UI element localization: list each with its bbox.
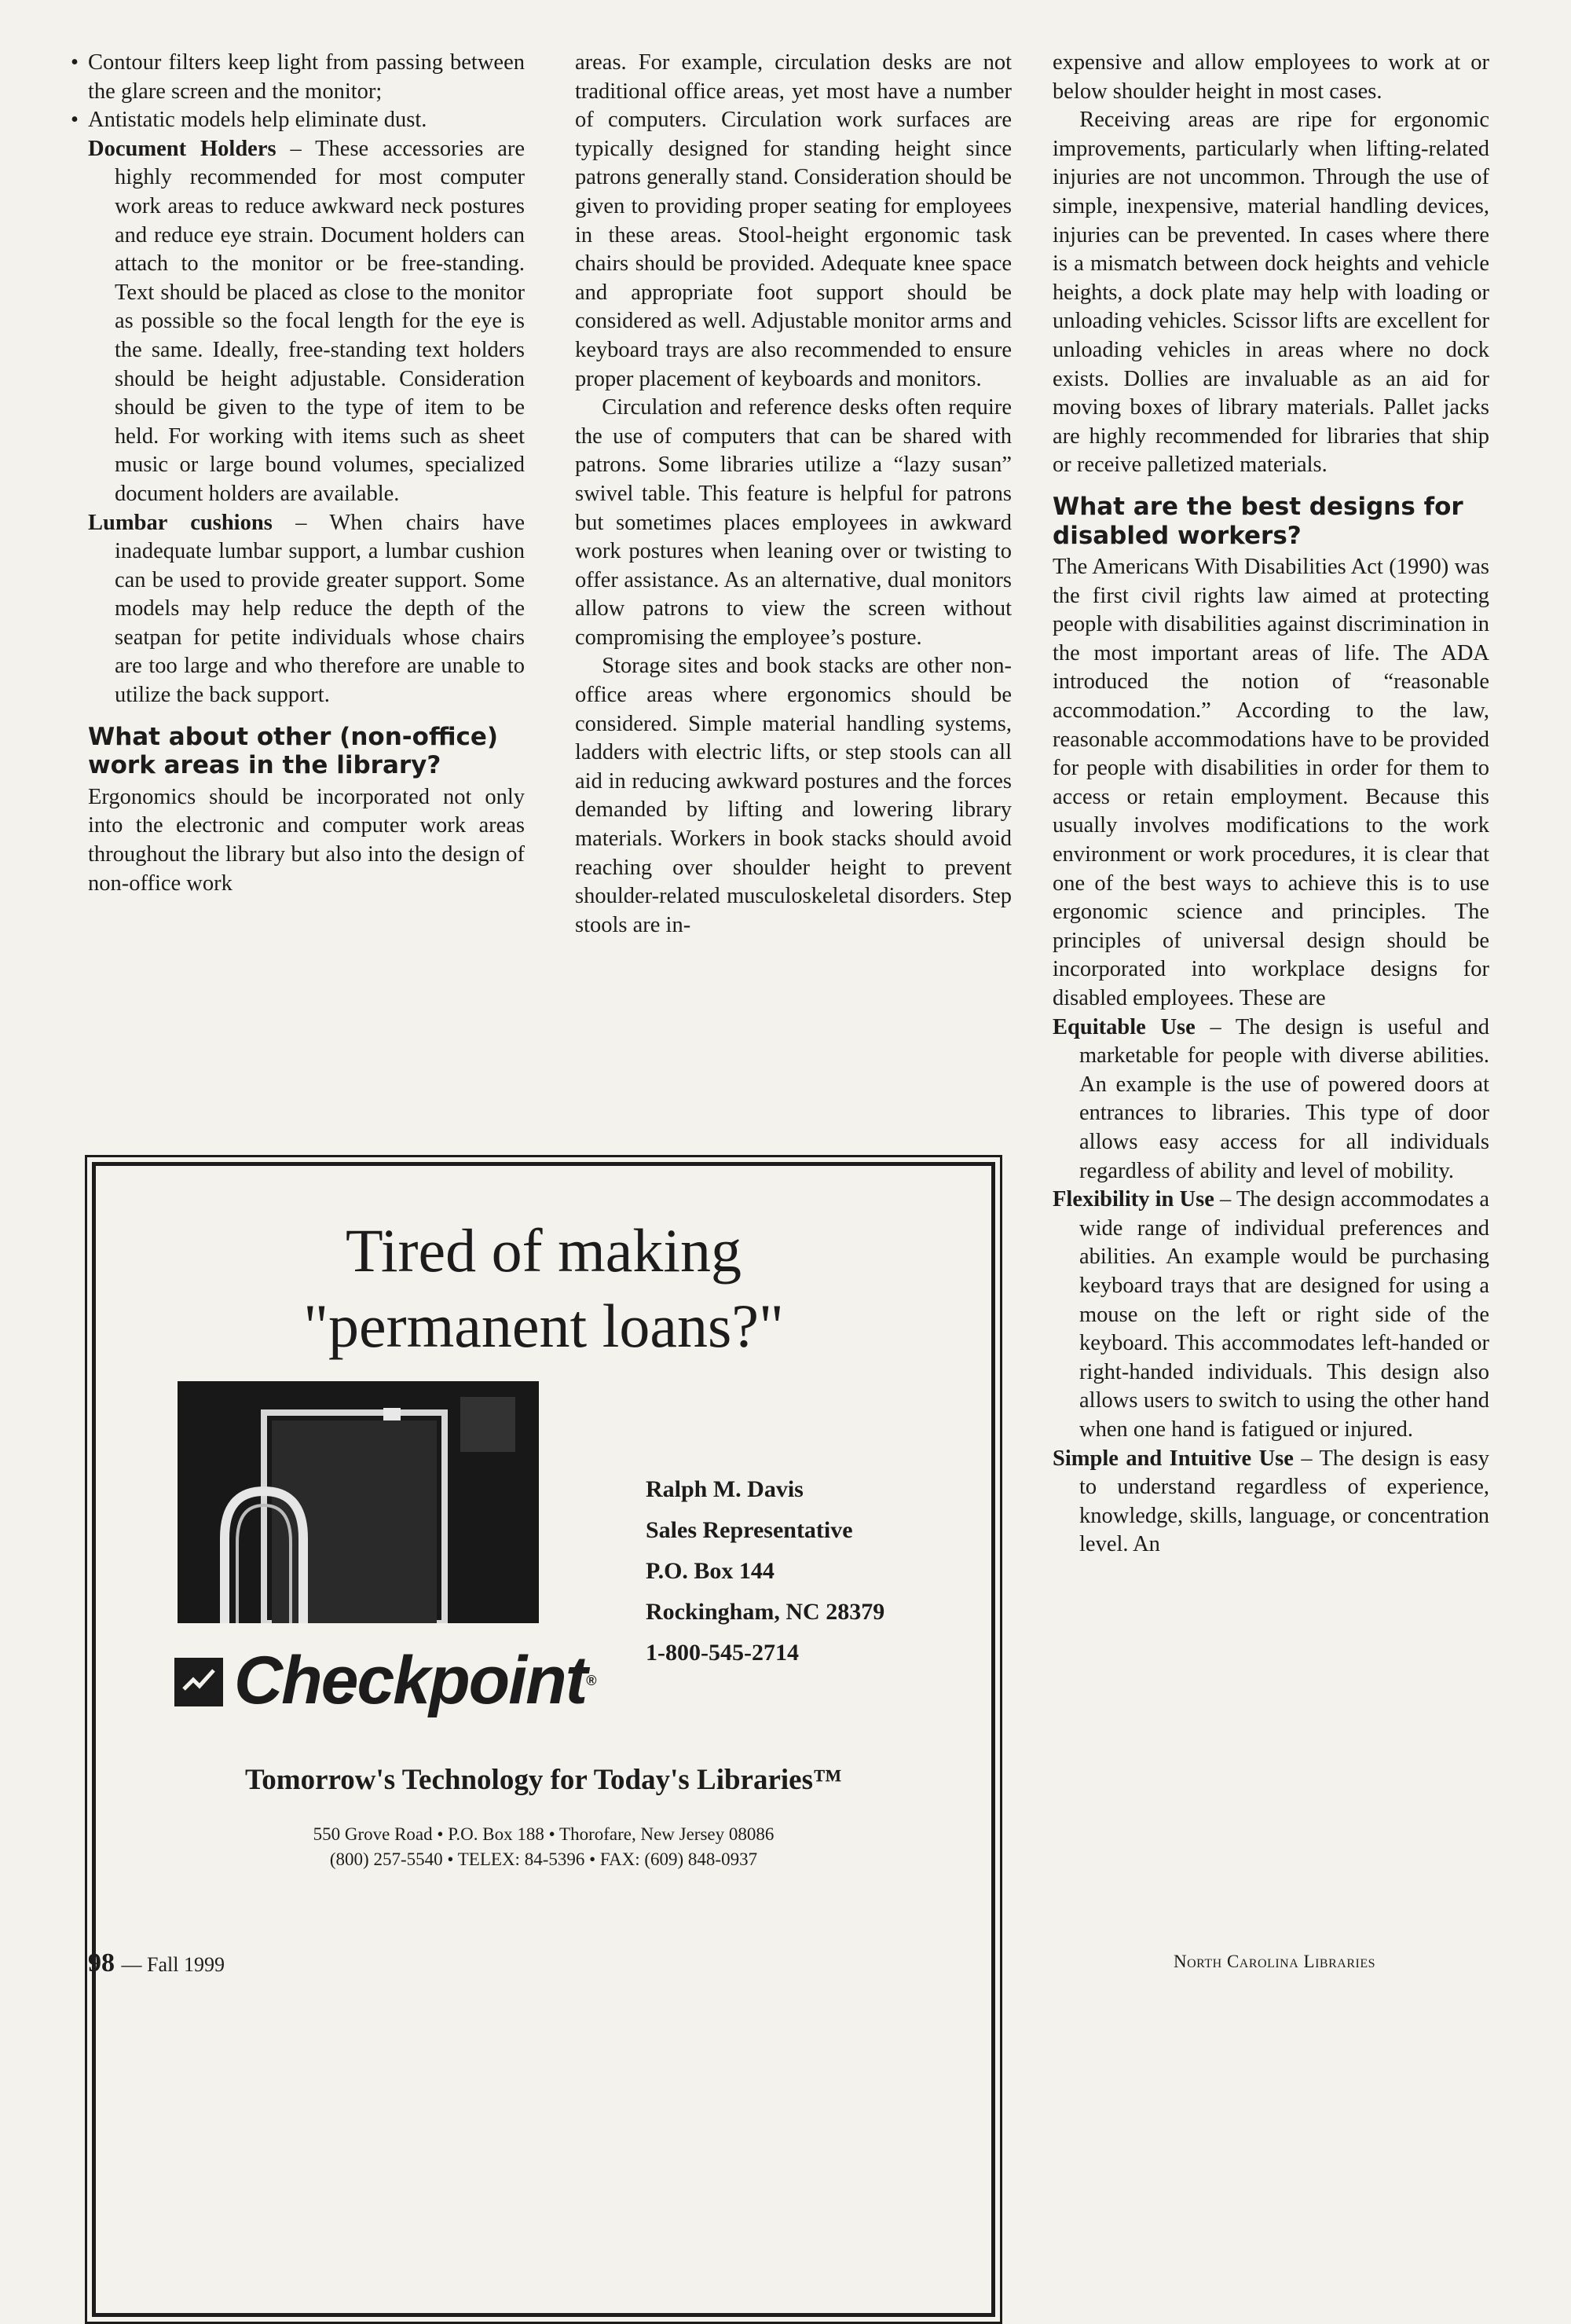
page-footer-left xyxy=(88,1948,225,1978)
heading-disabled-workers: What are the best designs for disabled workers? xyxy=(1053,492,1463,550)
security-gate-illustration xyxy=(178,1381,539,1623)
page-number: 98 xyxy=(88,1948,115,1978)
simple-intuitive-term: Simple and Intuitive Use xyxy=(1053,1446,1294,1471)
bullet-antistatic: • Antistatic models help eliminate dust. xyxy=(88,106,525,135)
paragraph-step-stools-cont: expensive and allow employees to work at or below shoulder height in most cases. xyxy=(1053,50,1489,104)
ad-headline-line-2: "permanent loans?" xyxy=(303,1292,784,1360)
document-holders-term: Document Holders xyxy=(88,136,276,161)
ad-contact-po-box: P.O. Box 144 xyxy=(646,1558,775,1584)
ad-contact-title: Sales Representative xyxy=(646,1517,853,1543)
document-holders-text: – These accessories are highly recommended for most computer work areas to reduce awkward neck postures and reduce eye strain. Document holders can attach to the monitor or be free-standing. Text should be placed as close to the monitor as possible so the focal length for the eye is the same. Ideally, free-standing text holders should be height adjustable. Consideration should be given to the type of item to be held. For working with items such as sheet music or large bound volumes, specialized document holders are available. xyxy=(115,136,525,506)
equitable-use-term: Equitable Use xyxy=(1053,1014,1196,1039)
equitable-use-entry xyxy=(1053,1014,1489,1186)
ad-contact-block xyxy=(646,1469,884,1673)
column-2 xyxy=(575,49,1012,940)
simple-intuitive-entry xyxy=(1053,1445,1489,1560)
journal-name: North Carolina Libraries xyxy=(1174,1952,1375,1971)
document-holders-entry xyxy=(88,135,525,509)
ad-address-line-2: (800) 257-5540 • TELEX: 84-5396 • FAX: (609) 848-0937 xyxy=(329,1849,758,1869)
paragraph-ada: The Americans With Disabilities Act (1990) was the first civil rights law aimed at protecting people with disabilities against discrimination in the most important areas of life. The ADA introduced the notion of “reasonable accommodation.” According to the law, reasonable accommodations have to be provided for people with disabilities in order for them to access or retain employment. Because this usually involves modifications to the work environment or work procedures, it is clear that one of the best ways to achieve this is to use ergonomic science and principles. The principles of universal design should be incorporated into workplace designs for disabled employees. These are xyxy=(1053,555,1489,1010)
paragraph-storage-sites: Storage sites and book stacks are other non-office areas where ergonomics should be considered. Simple material handling systems, ladders with electric lifts, or step stools can all aid in reducing awkward postures and the forces demanded by lifting and lowering library materials. Workers in book stacks should avoid reaching over shoulder height to prevent shoulder-related musculoskeletal disorders. Step stools are in- xyxy=(575,654,1012,937)
ad-address xyxy=(96,1822,991,1872)
ad-address-line-1: 550 Grove Road • P.O. Box 188 • Thorofare, New Jersey 08086 xyxy=(313,1824,775,1844)
equitable-use-text: – The design is useful and marketable for people with diverse abilities. An example is the use of powered doors at entrances to libraries. This type of door allows easy access for all individuals regardless of ability and level of mobility. xyxy=(1079,1014,1490,1183)
ad-tagline: Tomorrow's Technology for Today's Libraries™ xyxy=(245,1764,842,1796)
paragraph-non-office-intro: Ergonomics should be incorporated not only into the electronic and computer work areas throughout the library but also into the design of non-office work xyxy=(88,784,525,896)
ad-headline xyxy=(96,1213,991,1364)
checkpoint-logo-text: Checkpoint® xyxy=(234,1643,595,1718)
flexibility-entry xyxy=(1053,1186,1489,1444)
column-1 xyxy=(88,49,525,898)
column-3 xyxy=(1053,49,1489,1560)
bullet-contour-filters: • Contour filters keep light from passing between the glare screen and the monitor; xyxy=(88,49,525,106)
ad-security-gate-photo xyxy=(178,1381,539,1623)
ad-headline-line-1: Tired of making xyxy=(345,1216,742,1285)
checkpoint-logo-icon xyxy=(174,1658,223,1706)
paragraph-receiving-areas: Receiving areas are ripe for ergonomic improvements, particularly when lifting-related injuries are not uncommon. Through the use of simple, inexpensive, material handling devices, injuries can be prevented. In cases where there is a mismatch between dock heights and vehicle heights, a dock plate may help with loading or unloading vehicles. Scissor lifts are excellent for unloading vehicles in areas where no dock exists. Dollies are invaluable as an aid for moving boxes of library materials. Pallet jacks are highly recommended for libraries that ship or receive palletized materials. xyxy=(1053,108,1489,478)
registered-mark: ® xyxy=(586,1673,595,1688)
lumbar-cushions-term: Lumbar cushions xyxy=(88,510,273,535)
ad-contact-phone: 1-800-545-2714 xyxy=(646,1640,799,1666)
paragraph-reference-desks: Circulation and reference desks often require the use of computers that can be shared with patrons. Some libraries utilize a “lazy susan” swivel table. This feature is helpful for patrons but sometimes places employees in awkward work postures when leaning over or twisting to offer assistance. As an alternative, dual monitors allow patrons to view the screen without compromising the employee’s posture. xyxy=(575,395,1012,650)
heading-non-office-areas: What about other (non-office) work areas in the library? xyxy=(88,722,499,780)
simple-intuitive-text: – The design is easy to understand regardless of experience, knowledge, skills, language, or concentration level. An xyxy=(1079,1446,1490,1557)
flexibility-term: Flexibility in Use xyxy=(1053,1187,1214,1212)
checkpoint-advertisement xyxy=(85,1155,1002,2324)
ad-contact-name: Ralph M. Davis xyxy=(646,1476,804,1502)
lumbar-cushions-text: – When chairs have inadequate lumbar support, a lumbar cushion can be used to provide greater support. Some models may help reduce the depth of the seatpan for petite individuals whose chairs are too large and who therefore are unable to utilize the back support. xyxy=(115,510,525,708)
flexibility-text: – The design accommodates a wide range of individual preferences and abilities. An example would be purchasing keyboard trays that are designed for using a mouse on the left or right side of the keyboard. This accommodates left-handed or right-handed individuals. This design also allows users to switch to using the other hand when one hand is fatigued or injured. xyxy=(1079,1187,1489,1442)
ad-contact-city: Rockingham, NC 28379 xyxy=(646,1599,885,1625)
ad-inner-frame xyxy=(92,1162,995,2317)
issue-season: — Fall 1999 xyxy=(121,1953,225,1976)
paragraph-circulation-desks: areas. For example, circulation desks are not traditional office areas, yet most have a number of computers. Circulation work surfaces are typically designed for standing height since patrons generally stand. Consideration should be given to providing proper seating for employees in these areas. Stool-height ergonomic task chairs should be provided. Adequate knee space and appropriate foot support should be considered as well. Adjustable monitor arms and keyboard trays are also recommended to ensure proper placement of keyboards and monitors. xyxy=(575,50,1012,391)
lumbar-cushions-entry xyxy=(88,509,525,710)
